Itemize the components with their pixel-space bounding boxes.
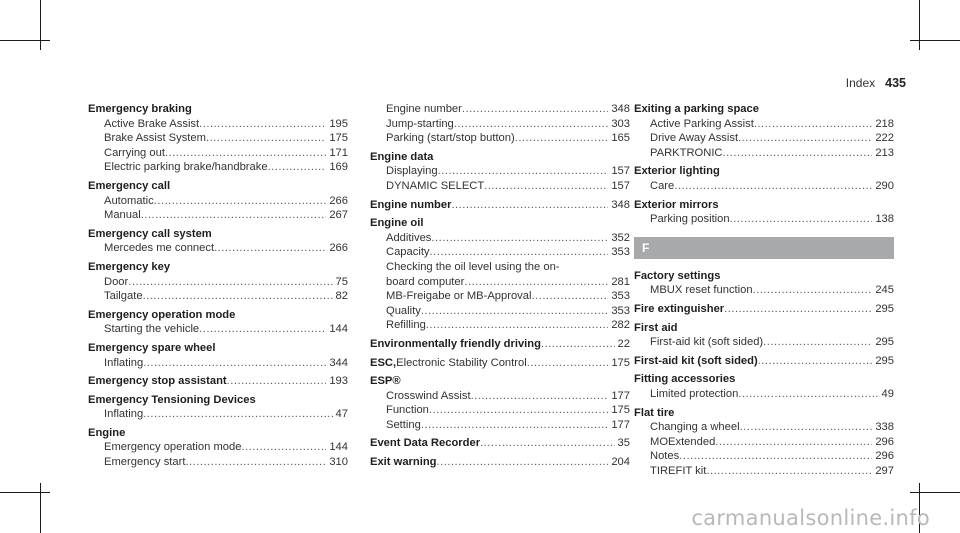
dot-leader [185,455,326,470]
dot-leader [724,302,872,317]
subentry-text: Crosswind Assist [386,389,471,402]
page-ref[interactable]: 175 [329,132,348,145]
subentry-text: Displaying [386,165,438,178]
index-subentry[interactable] [370,117,630,132]
subentry-text: Care [650,179,675,192]
index-subentry[interactable] [634,117,894,132]
index-subentry[interactable] [370,179,630,194]
index-column-3 [634,102,894,478]
page-ref[interactable]: 22 [617,337,630,350]
index-subentry[interactable] [88,241,348,256]
index-entry [370,216,630,333]
page-ref[interactable]: 175 [611,356,630,369]
index-subentry[interactable] [634,435,894,450]
page-ref[interactable]: 138 [875,213,894,226]
page-ref[interactable]: 245 [875,284,894,297]
subentry-text: Engine number [386,103,462,115]
page-ref[interactable]: 193 [329,375,348,388]
subentry-text: Carrying out [104,146,165,159]
index-heading-line [88,260,348,275]
subentry-text: Changing a wheel [650,421,740,434]
index-heading: Engine [88,426,126,439]
dot-leader [268,160,327,175]
index-heading: ESC, [370,356,397,369]
page-ref[interactable]: 281 [611,275,630,288]
index-subentry[interactable] [634,464,894,479]
index-heading: Fitting accessories [634,373,736,386]
page-ref[interactable]: 310 [329,456,348,469]
index-subentry[interactable] [88,131,348,146]
subentry-text: Electric parking brake/handbrake [104,161,268,174]
page-ref[interactable]: 165 [611,132,630,145]
dot-leader [421,304,609,319]
index-heading-line[interactable] [88,374,348,389]
index-heading: Engine oil [370,217,424,230]
subentry-text: Tailgate [104,290,143,303]
page-ref[interactable]: 157 [611,165,630,178]
dot-leader [754,117,872,132]
index-subentry[interactable] [370,304,630,319]
index-subentry[interactable] [88,440,348,455]
page-ref[interactable]: 82 [335,290,348,303]
index-heading: Emergency key [88,260,171,273]
index-heading-line [88,341,348,356]
subentry-text: Automatic [104,194,154,207]
page-ref[interactable]: 348 [611,103,630,115]
index-heading: ESP® [370,375,401,388]
index-heading: Environmentally friendly driving [370,337,541,350]
dot-leader [484,179,608,194]
dot-leader [679,449,872,464]
page-ref[interactable]: 195 [329,117,348,130]
crop-mark [919,0,920,50]
page-ref[interactable]: 267 [329,209,348,222]
crop-mark [910,492,960,493]
index-heading-line[interactable] [370,337,630,352]
crop-mark [0,492,50,493]
index-entry [634,321,894,350]
index-subentry[interactable] [88,208,348,223]
dot-leader [430,245,609,260]
subentry-text: board computer [386,275,465,288]
dot-leader [753,283,873,298]
index-heading-line [634,164,894,179]
index-entry [88,179,348,223]
crop-mark [40,0,41,50]
index-heading-line [88,393,348,408]
index-entry [88,374,348,389]
index-heading: Factory settings [634,269,721,282]
dot-leader [464,275,608,290]
index-subentry[interactable] [370,102,630,117]
section-letter: F [634,237,894,259]
index-heading-line [370,150,630,165]
page-ref[interactable]: 348 [611,198,630,211]
subentry-text: Starting the vehicle [104,323,200,336]
page-ref[interactable]: 282 [611,319,630,332]
page-ref[interactable]: 290 [875,179,894,192]
page-ref[interactable]: 297 [875,464,894,477]
index-entry [370,455,630,470]
subentry-text: Mercedes me connect [104,242,215,255]
index-entry [370,150,630,194]
subentry-text: Inflating [104,356,144,369]
subentry-text: Function [386,404,429,417]
index-subentry[interactable] [370,403,630,418]
dot-leader [532,289,609,304]
index-entry [634,406,894,479]
index-heading-line [634,406,894,421]
dot-leader [165,146,326,161]
watermark: carmanualsonline.info [691,506,930,530]
dot-leader [715,435,872,450]
dot-leader [206,131,326,146]
index-heading-line [88,308,348,323]
subentry-text: Parking position [650,213,730,226]
dot-leader [143,289,333,304]
dot-leader [454,117,609,132]
index-subentry[interactable] [634,131,894,146]
subentry-text: Active Parking Assist [650,117,754,130]
subentry-text: Inflating [104,408,144,421]
page-ref[interactable]: 213 [875,146,894,159]
dot-leader [128,275,332,290]
subentry-text: Jump-starting [386,117,454,130]
page-ref[interactable]: 295 [875,302,894,315]
header-label: Index [845,76,876,90]
dot-leader [143,356,326,371]
index-heading-line [370,216,630,231]
dot-leader [480,436,614,451]
index-subentry[interactable] [88,455,348,470]
page-ref[interactable]: 344 [329,356,348,369]
subentry-text: Active Brake Assist [104,117,200,130]
subentry-text: Limited protection [650,387,739,400]
index-heading-line [634,321,894,336]
dot-leader [462,102,608,117]
index-heading: Emergency braking [88,103,192,115]
crop-mark [910,40,960,41]
index-subentry[interactable] [88,407,348,422]
subentry-text: First-aid kit (soft sided) [650,336,764,349]
dot-leader [723,146,873,161]
index-heading-line [88,102,348,117]
page-ref[interactable]: 204 [611,456,630,469]
dot-leader [471,389,609,404]
dot-leader [763,335,872,350]
index-subentry[interactable] [88,117,348,132]
index-heading: Emergency call system [88,227,212,240]
index-entry [88,341,348,370]
page-ref[interactable]: 218 [875,117,894,130]
subentry-text: Quality [386,304,421,317]
index-entry [634,372,894,401]
index-heading: Exit warning [370,456,437,469]
dot-leader [738,387,878,402]
index-subentry[interactable] [370,131,630,146]
dot-leader [674,179,872,194]
dot-leader [730,212,873,227]
index-heading: Exiting a parking space [634,103,759,115]
index-heading: Emergency operation mode [88,308,236,321]
subentry-text: MBUX reset function [650,284,753,297]
index-heading: Exterior lighting [634,165,720,178]
dot-leader [143,407,332,422]
index-heading-detail: Electronic Stability Control [396,356,527,369]
dot-leader [199,117,326,132]
index-subentry[interactable] [370,245,630,260]
dot-leader [227,374,327,389]
dot-leader [738,131,872,146]
page-ref[interactable]: 47 [335,408,348,421]
subentry-text: Checking the oil level using the on- [386,260,560,273]
dot-leader [437,455,609,470]
page-ref[interactable]: 303 [611,117,630,130]
dot-leader [438,164,609,179]
page-ref[interactable]: 296 [875,450,894,463]
index-entry [634,354,894,369]
index-entry [634,269,894,298]
dot-leader [214,241,326,256]
index-heading: Emergency spare wheel [88,341,216,354]
index-entry [88,308,348,337]
index-subentry[interactable] [634,387,894,402]
index-subentry[interactable] [370,164,630,179]
page-header [846,76,906,90]
index-heading-line [88,426,348,441]
index-heading: Emergency stop assistant [88,375,227,388]
subentry-text: Refilling [386,319,426,332]
dot-leader [515,131,609,146]
crop-mark [40,483,41,533]
subentry-text: Emergency operation mode [104,441,242,454]
index-subentry[interactable] [634,179,894,194]
subentry-text: Emergency start [104,456,186,469]
page-ref[interactable]: 75 [335,275,348,288]
index-heading: Exterior mirrors [634,198,719,211]
index-heading-line[interactable] [370,198,630,213]
index-heading: Flat tire [634,406,675,419]
subentry-text: MOExtended [650,435,716,448]
index-heading-line [634,269,894,284]
index-subentry[interactable] [370,318,630,333]
index-subentry[interactable] [88,194,348,209]
dot-leader [421,418,608,433]
index-subentry[interactable] [88,160,348,175]
index-subentry[interactable] [634,420,894,435]
page-ref[interactable]: 177 [611,389,630,402]
index-heading: First-aid kit (soft sided) [634,354,758,367]
page-ref[interactable]: 144 [329,441,348,454]
page-ref[interactable]: 157 [611,179,630,192]
subentry-text: Drive Away Assist [650,132,739,145]
page-ref[interactable]: 295 [875,336,894,349]
index-heading: Event Data Recorder [370,437,481,450]
subentry-text: Brake Assist System [104,132,206,145]
index-subentry[interactable] [634,335,894,350]
page-ref[interactable]: 222 [875,132,894,145]
index-heading-line[interactable] [634,354,894,369]
index-subentry[interactable] [370,418,630,433]
index-heading-line [634,372,894,387]
subentry-text: Setting [386,418,421,431]
index-subentry[interactable] [88,146,348,161]
dot-leader [154,194,327,209]
index-entry [370,374,630,432]
index-heading: Engine number [370,198,452,211]
dot-leader [199,322,326,337]
index-heading: First aid [634,321,678,334]
page-ref[interactable]: 49 [881,387,894,400]
subentry-text: Capacity [386,246,430,259]
index-subentry[interactable] [634,212,894,227]
dot-leader [141,208,327,223]
index-entry [370,198,630,213]
page-ref[interactable]: 353 [611,290,630,303]
page-ref[interactable]: 175 [611,404,630,417]
index-subentry[interactable] [634,283,894,298]
subentry-text: PARKTRONIC [650,146,723,159]
subentry-text: Parking (start/stop button) [386,132,515,145]
index-subentry[interactable] [370,289,630,304]
subentry-text: Door [104,275,129,288]
index-subentry[interactable] [634,449,894,464]
dot-leader [541,337,615,352]
index-heading-line[interactable] [370,455,630,470]
subentry-text: MB-Freigabe or MB-Approval [386,290,532,303]
index-subentry[interactable] [88,356,348,371]
index-entry [370,436,630,451]
index-column-1 [88,102,348,470]
page-number: 435 [885,76,906,90]
index-subentry[interactable] [88,289,348,304]
index-entry [634,198,894,227]
page-ref[interactable]: 353 [611,246,630,259]
dot-leader [706,464,872,479]
index-heading-line [634,198,894,213]
dot-leader [740,420,873,435]
index-heading: Emergency call [88,179,171,192]
index-entry [370,356,630,371]
subentry-text: Manual [104,209,141,222]
index-entry [88,102,348,175]
index-heading: Emergency Tensioning Devices [88,393,256,406]
dot-leader [451,198,608,213]
index-entry [88,426,348,470]
index-heading-line [370,374,630,389]
index-subentry[interactable] [88,275,348,290]
index-heading: Engine data [370,150,434,163]
index-entry [370,337,630,352]
index-entry [370,102,630,146]
page-ref[interactable]: 266 [329,242,348,255]
page-ref[interactable]: 266 [329,194,348,207]
index-entry [634,164,894,193]
page-ref[interactable]: 295 [875,354,894,367]
page-ref[interactable]: 338 [875,421,894,434]
index-heading: Fire extinguisher [634,302,725,315]
dot-leader [527,356,609,371]
page-ref[interactable]: 144 [329,323,348,336]
index-entry [88,393,348,422]
crop-mark [0,40,50,41]
subentry-text: DYNAMIC SELECT [386,179,485,192]
index-subentry[interactable] [370,231,630,246]
dot-leader [426,318,609,333]
dot-leader [431,231,608,246]
index-entry [634,302,894,317]
index-subentry[interactable] [634,146,894,161]
page-ref[interactable]: 169 [329,161,348,174]
index-subentry[interactable] [88,322,348,337]
page-ref[interactable]: 296 [875,435,894,448]
subentry-text: Notes [650,450,680,463]
page-ref[interactable]: 35 [617,437,630,450]
page-ref[interactable]: 352 [611,231,630,244]
index-heading-line[interactable] [370,356,630,371]
index-heading-line[interactable] [634,302,894,317]
index-heading-line [88,227,348,242]
index-entry [88,227,348,256]
index-entry [88,260,348,304]
page-ref[interactable]: 177 [611,418,630,431]
index-column-2 [370,102,630,470]
dot-leader [241,440,326,455]
index-subentry[interactable] [370,389,630,404]
index-heading-line [634,102,894,117]
index-subentry[interactable] [370,275,630,290]
page-ref[interactable]: 171 [329,146,348,159]
index-entry [634,102,894,160]
subentry-text: Additives [386,231,432,244]
index-heading-line [88,179,348,194]
page-ref[interactable]: 353 [611,304,630,317]
dot-leader [429,403,608,418]
dot-leader [758,354,873,369]
subentry-text: TIREFIT kit [650,464,707,477]
index-heading-line[interactable] [370,436,630,451]
index-subentry [370,260,630,275]
